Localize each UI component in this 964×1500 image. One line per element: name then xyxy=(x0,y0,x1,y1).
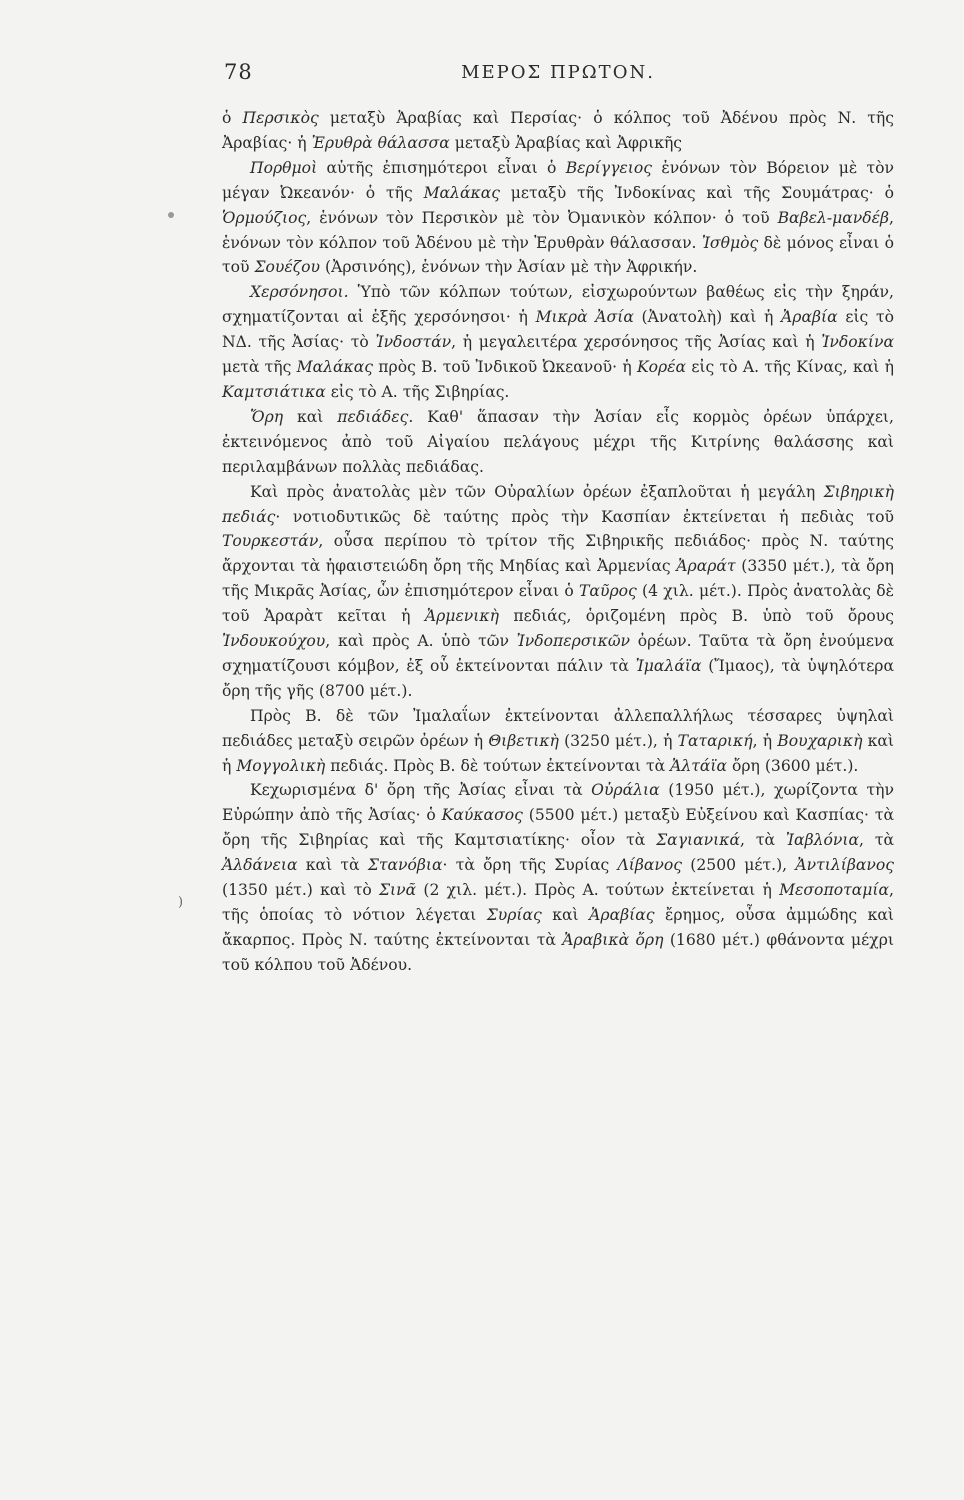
italic-term: Ὄρη xyxy=(250,407,284,426)
italic-term: Ἰμαλάϊα xyxy=(635,656,702,675)
paragraph xyxy=(222,405,894,480)
italic-term: Λίβανος xyxy=(617,856,683,875)
text-run: (1680 μέτ.) φθάνοντα μέχρι τοῦ κόλπου τοῦ Ἀδένου. xyxy=(222,930,894,974)
italic-term: Σαγιανικά xyxy=(656,831,741,850)
page-number: 78 xyxy=(224,60,253,84)
italic-term: Ὁρμούζιος xyxy=(222,208,307,227)
italic-term: Μαλάκας xyxy=(423,183,500,202)
text-run: , τῆς ὁποίας τὸ νότιον λέγεται xyxy=(222,881,894,924)
italic-term: Οὐράλια xyxy=(591,781,660,800)
text-run: μεταξὺ τῆς Ἰνδοκίνας καὶ τῆς Σουμάτρας· ὁ xyxy=(499,183,894,202)
text-run: μεταξὺ Ἀραβίας καὶ Ἀφρικῆς xyxy=(449,133,683,152)
text-run: Κεχωρισμένα δ' ὄρη τῆς Ἀσίας εἶναι τὰ xyxy=(250,781,592,800)
text-run: (Ἴμαος), τὰ ὑψηλότερα ὄρη τῆς γῆς (8700 μέτ.). xyxy=(222,656,894,700)
text-run: , ἑνόνων τὸν κόλπον τοῦ Ἀδένου μὲ τὴν Ἐρυθρὰν θάλασσαν. xyxy=(222,208,894,252)
text-run: εἰς τὸ ΝΔ. τῆς Ἀσίας· τὸ xyxy=(222,308,895,352)
italic-term: Σουέζου xyxy=(254,258,321,277)
italic-term: Ἀντιλίβανος xyxy=(795,856,894,875)
italic-term: Ἀρμενικὴ xyxy=(424,607,499,626)
italic-term: Μικρὰ Ἀσία xyxy=(535,308,634,327)
text-run: καὶ xyxy=(541,906,590,924)
text-run: (2 χιλ. μέτ.). Πρὸς Α. τούτων ἐκτείνεται ἡ xyxy=(416,881,780,900)
text-run: , ἡ μεγαλειτέρα χερσόνησος τῆς Ἀσίας καὶ ἡ xyxy=(451,333,822,352)
text-run: · νοτιοδυτικῶς δὲ ταύτης πρὸς τὴν Κασπίαν ἐκτείνεται ἡ πεδιὰς τοῦ xyxy=(275,507,894,526)
text-run: ὀρέων. Ταῦτα τὰ ὄρη ἑνούμενα σχηματίζουσι κόμβον, ἐξ οὗ ἐκτείνονται πάλιν τὰ xyxy=(222,632,894,675)
page-header xyxy=(224,60,892,90)
italic-term: Σινᾶ xyxy=(379,881,417,900)
text-run: ὄρη (3600 μέτ.). xyxy=(727,756,859,775)
text-run: , ἑνόνων τὸν Περσικὸν μὲ τὸν Ὀμανικὸν κόλπον· ὁ τοῦ xyxy=(306,208,778,227)
text-run: μεταξὺ Ἀραβίας καὶ Περσίας· ὁ κόλπος τοῦ Ἀδένου πρὸς Ν. τῆς Ἀραβίας· ἡ xyxy=(222,109,894,152)
text-run: Ὑπὸ τῶν κόλπων τούτων, εἰσχωρούντων βαθέως εἰς τὴν ξηράν, σχηματίζονται αἱ ἑξῆς χερσόνησοι· ἡ xyxy=(222,283,894,327)
italic-term: Ἰνδοστάν xyxy=(375,333,452,352)
text-run: ἑνόνων τὸν Βόρειον μὲ τὸν μέγαν Ὠκεανόν· ὁ τῆς xyxy=(222,158,894,202)
text-run: , τὰ xyxy=(740,831,786,850)
italic-term: Μεσοποταμία xyxy=(779,881,890,900)
italic-term: Καμτσιάτικα xyxy=(222,382,326,401)
text-run: (1950 μέτ.), χωρίζοντα τὴν Εὐρώπην ἀπὸ τῆς Ἀσίας· ὁ xyxy=(222,781,894,825)
italic-term: Στανόβια xyxy=(367,856,443,875)
italic-term: πεδιάδες. xyxy=(337,407,414,426)
text-run: (3350 μέτ.), τὰ ὄρη τῆς Μικρᾶς Ἀσίας, ὧν ἐπισημότερον εἶναι ὁ xyxy=(222,557,894,601)
text-run: πεδιάς. Πρὸς Β. δὲ τούτων ἐκτείνονται τὰ xyxy=(325,756,671,775)
italic-term: Ἐρυθρὰ θάλασσα xyxy=(311,133,450,152)
paragraph xyxy=(222,280,894,405)
paragraph xyxy=(222,106,894,156)
margin-paren-mark: ) xyxy=(178,895,184,910)
italic-term: Ταταρική xyxy=(677,731,753,750)
italic-term: Βουχαρικὴ xyxy=(777,731,863,750)
text-run: , οὖσα περίπου τὸ τρίτον τῆς Σιβηρικῆς πεδιάδος· πρὸς Ν. ταύτης ἄρχονται τὰ ἡφαιστειώδη ὄρη τῆς Μηδίας καὶ Ἀρμενίας xyxy=(222,532,894,576)
italic-term: Ἀραβίας xyxy=(589,906,655,924)
italic-term: Ἰσθμὸς xyxy=(701,233,759,252)
text-run: (Ἀρσινόης), ἑνόνων τὴν Ἀσίαν μὲ τὴν Ἀφρικήν. xyxy=(320,258,698,277)
text-run: εἰς τὸ Α. τῆς Κίνας, καὶ ἡ xyxy=(686,358,894,377)
italic-term: Πορθμοὶ xyxy=(250,158,318,177)
text-run: Καθ' ἅπασαν τὴν Ἀσίαν εἷς κορμὸς ὀρέων ὑπάρχει, ἐκτεινόμενος ἀπὸ τοῦ Αἰγαίου πελάγους μέχρι τῆς Κιτρίνης θαλάσσης καὶ περιλαμβάνων πολλὰς πεδιάδας. xyxy=(222,407,894,476)
italic-term: Ἰνδοπερσικῶν xyxy=(516,632,631,651)
paragraph xyxy=(222,480,894,704)
running-head: ΜΕΡΟΣ ΠΡΩΤΟΝ. xyxy=(461,62,655,83)
text-run: δὲ μόνος εἶναι ὁ τοῦ xyxy=(222,233,894,277)
italic-term: Χερσόνησοι. xyxy=(250,283,349,302)
text-run: (2500 μέτ.), xyxy=(682,856,796,875)
paragraph xyxy=(222,704,894,779)
text-run: (1350 μέτ.) καὶ τὸ xyxy=(222,881,380,900)
italic-term: Βερίγγειος xyxy=(565,158,653,177)
italic-term: Μογγολικὴ xyxy=(236,756,326,775)
italic-term: Ἰνδοκίνα xyxy=(821,333,894,352)
text-run: , καὶ πρὸς Α. ὑπὸ τῶν xyxy=(325,632,517,651)
text-run: πρὸς Β. τοῦ Ἰνδικοῦ Ὠκεανοῦ· ἡ xyxy=(373,358,637,377)
text-run: (5500 μέτ.) μεταξὺ Εὐξείνου καὶ Κασπίας· τὰ ὄρη τῆς Σιβηρίας καὶ τῆς Καμτσιατίκης· οἷον τὰ xyxy=(222,806,894,850)
text-run: ἔρημος, οὖσα ἀμμώδης καὶ ἄκαρπος. Πρὸς Ν. ταύτης ἐκτείνονται τὰ xyxy=(222,906,894,949)
text-run: εἰς τὸ Α. τῆς Σιβηρίας. xyxy=(325,382,510,401)
text-run: , τὰ xyxy=(859,831,895,850)
paragraph xyxy=(222,156,894,281)
italic-term: Ἀλτάϊα xyxy=(670,756,728,775)
italic-term: Κορέα xyxy=(636,358,687,377)
body-text xyxy=(222,106,894,978)
margin-dot-mark xyxy=(168,212,174,218)
text-run: καὶ xyxy=(283,407,338,426)
text-run: Πρὸς Β. δὲ τῶν Ἰμαλαΐων ἐκτείνονται ἀλλεπαλλήλως τέσσαρες ὑψηλαὶ πεδιάδες μεταξὺ σειρῶν ὀρέων ἡ xyxy=(222,706,894,750)
text-run: , ἡ xyxy=(752,731,778,750)
text-run: (Ἀνατολὴ) καὶ ἡ xyxy=(633,308,782,327)
paragraph xyxy=(222,778,894,977)
italic-term: Μαλάκας xyxy=(296,358,374,377)
text-run: ὁ xyxy=(222,109,243,127)
italic-term: Βαβελ-μανδέβ xyxy=(777,208,890,227)
text-run: καὶ ἡ xyxy=(222,731,894,775)
italic-term: Σιβηρικὴ πεδιάς xyxy=(222,482,894,526)
text-run: Καὶ πρὸς ἀνατολὰς μὲν τῶν Οὐραλίων ὀρέων ἐξαπλοῦται ἡ μεγάλη xyxy=(250,482,824,501)
text-run: · τὰ ὄρη τῆς Συρίας xyxy=(442,856,618,875)
italic-term: Ἀραβία xyxy=(781,308,838,327)
italic-term: Τουρκεστάν xyxy=(222,532,319,551)
italic-term: Συρίας xyxy=(486,906,542,924)
italic-term: Καύκασος xyxy=(441,806,523,825)
italic-term: Ἰαβλόνια xyxy=(785,831,859,850)
text-run: (4 χιλ. μέτ.). Πρὸς ἀνατολὰς δὲ τοῦ Ἀραρὰτ κεῖται ἡ xyxy=(222,582,894,626)
italic-term: Περσικὸς xyxy=(242,109,319,127)
italic-term: Ἀραράτ xyxy=(676,557,736,576)
italic-term: Ταῦρος xyxy=(579,582,637,601)
text-run: (3250 μέτ.), ἡ xyxy=(558,731,678,750)
italic-term: Θιβετικὴ xyxy=(488,731,559,750)
text-run: καὶ τὰ xyxy=(297,856,368,875)
text-run: πεδιάς, ὁριζομένη πρὸς Β. ὑπὸ τοῦ ὄρους xyxy=(498,607,894,626)
text-run: μετὰ τῆς xyxy=(222,358,297,377)
italic-term: Ἰνδουκούχου xyxy=(222,632,326,651)
text-run: αὐτῆς ἐπισημότεροι εἶναι ὁ xyxy=(317,158,566,177)
italic-term: Ἀλδάνεια xyxy=(222,856,298,875)
italic-term: Ἀραβικὰ ὄρη xyxy=(562,930,664,949)
